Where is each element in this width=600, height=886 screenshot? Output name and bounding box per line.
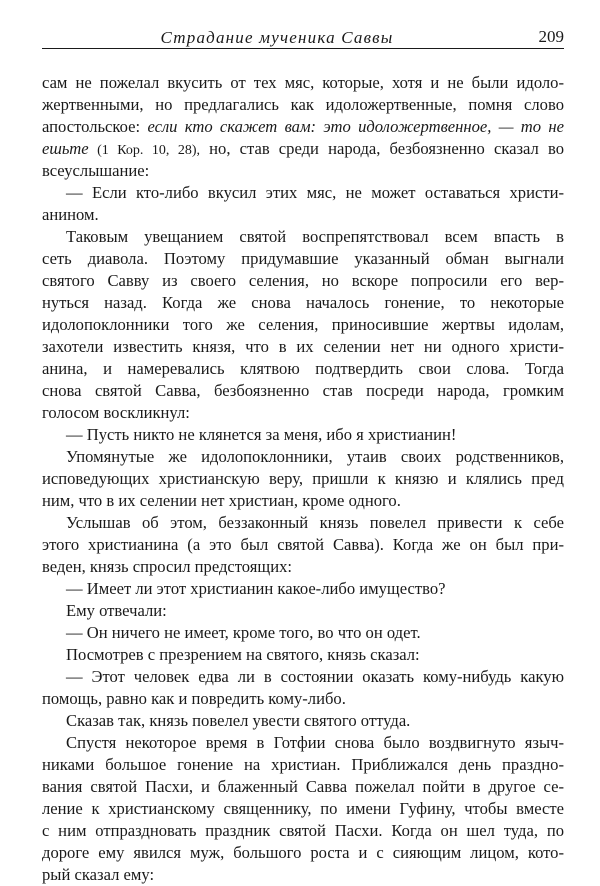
text-line: Упомянутые же идолопоклонники, утаив своих родственников, <box>66 447 564 466</box>
page-number: 209 <box>538 27 564 46</box>
text-line: этого христианина (а это был святой Савва). Когда же он был при- <box>42 535 564 554</box>
text-line: сеть диавола. Поэтому придумавшие указанный обман выгнали <box>42 249 564 268</box>
text-line <box>42 116 564 138</box>
text-line: Услышав об этом, беззаконный князь повелел привести к себе <box>66 513 564 532</box>
text-line: — Если кто-либо вкусил этих мяс, не может оставаться христи- <box>66 183 564 202</box>
text-line: анина, и намеревались клятвою подтвердить свои слова. Тогда <box>42 359 564 378</box>
text-line: — Этот человек едва ли в состоянии оказать кому-нибудь какую <box>66 667 564 686</box>
text-line: жертвенными, но предлагались как идоложертвенные, помня слово <box>42 95 564 114</box>
text-line: сам не пожелал вкусить от тех мяс, которые, хотя и не были идоло- <box>42 73 564 92</box>
text-line: ним, что в их селении нет христиан, кроме одного. <box>42 491 401 510</box>
text-line: веден, князь спросил предстоящих: <box>42 557 292 576</box>
text-run: апостольское: <box>42 117 148 136</box>
text-line: помощь, равно как и повредить кому-либо. <box>42 689 346 708</box>
scripture-quote: ешьте <box>42 139 89 158</box>
text-line: анином. <box>42 205 99 224</box>
text-line: всеуслышание: <box>42 161 150 180</box>
text-line: нуться назад. Когда же снова началось гонение, то некоторые <box>42 293 564 312</box>
text-line: ление к христианскому священнику, по имени Гуфину, чтобы вместе <box>42 799 564 818</box>
text-line <box>42 138 564 160</box>
body-text <box>42 72 564 886</box>
text-line: Спустя некоторое время в Готфии снова было воздвигнуто языч- <box>66 733 564 752</box>
text-line: идолопоклонники того же селения, приносившие жертвы идолам, <box>42 315 564 334</box>
text-line: исповедующих христианскую веру, пришли к князю и клялись пред <box>42 469 564 488</box>
text-line: никами большое гонение на христиан. Приближался день праздно- <box>42 755 564 774</box>
text-line: Таковым увещанием святой воспрепятствовал всем впасть в <box>66 227 564 246</box>
text-line: снова святой Савва, безбоязненно став посреди народа, громким <box>42 381 564 400</box>
text-line: захотели известить князя, что в их селении нет ни одного христи- <box>42 337 564 356</box>
running-title: Страдание мученика Саввы <box>160 28 394 47</box>
text-run: но, став среди народа, безбоязненно сказал во <box>200 139 564 158</box>
text-line: дороге ему явился муж, большого роста и с сияющим лицом, кото- <box>42 843 564 862</box>
text-line: вания святой Пасхи, и блаженный Савва пожелал пойти в другое се- <box>42 777 564 796</box>
text-line: — Пусть никто не клянется за меня, ибо я христианин! <box>66 425 457 444</box>
scripture-quote: если кто скажет вам: это идоложертвенное, — то не <box>147 117 564 136</box>
text-line: — Он ничего не имеет, кроме того, во что он одет. <box>66 623 421 642</box>
text-line: рый сказал ему: <box>42 865 155 884</box>
text-line: Посмотрев с презрением на святого, князь сказал: <box>66 645 420 664</box>
running-header <box>42 24 564 49</box>
scripture-reference: (1 Кор. 10, 28), <box>88 143 201 158</box>
text-line: Сказав так, князь повелел увести святого оттуда. <box>66 711 411 730</box>
text-line: Ему отвечали: <box>66 601 167 620</box>
text-line: голосом воскликнул: <box>42 403 190 422</box>
text-line: святого Савву из своего селения, но вскоре попросили его вер- <box>42 271 564 290</box>
text-line: — Имеет ли этот христианин какое-либо имущество? <box>66 579 446 598</box>
text-line: с ним отпраздновать праздник святой Пасхи. Когда он шел туда, по <box>42 821 564 840</box>
